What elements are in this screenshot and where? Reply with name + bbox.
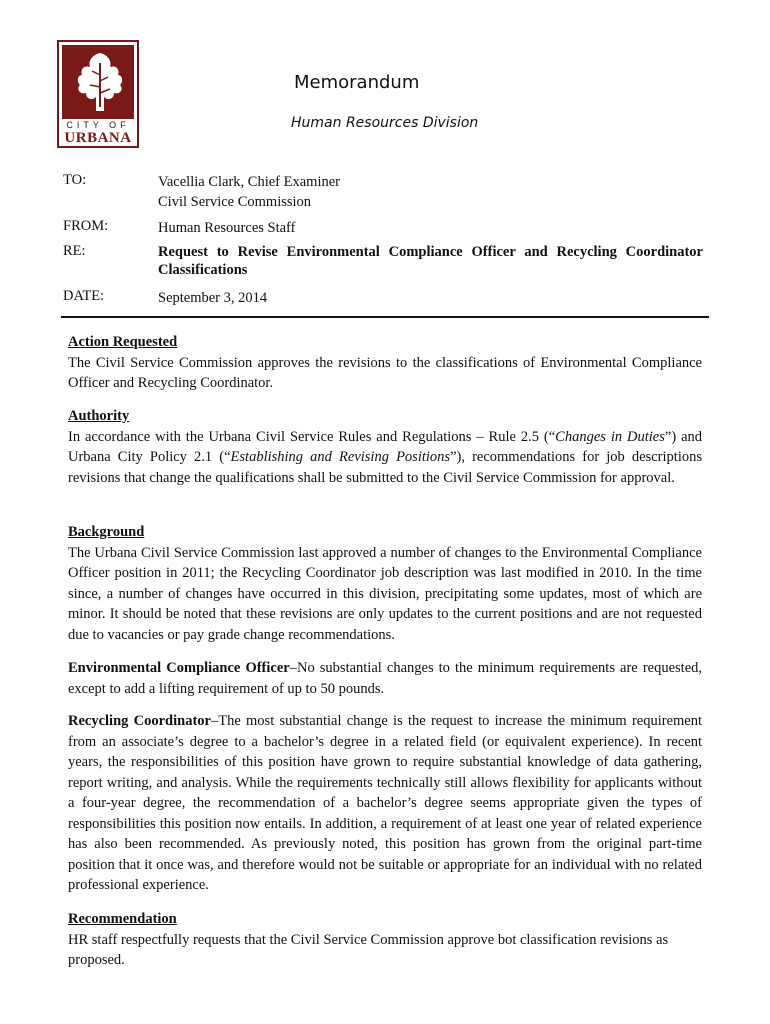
recommendation-heading: Recommendation <box>68 911 177 927</box>
authority-section <box>68 406 702 488</box>
oak-leaf-emblem <box>62 45 134 119</box>
division-subtitle: Human Resources Division <box>291 115 479 131</box>
to-label: TO: <box>63 172 87 188</box>
eco-section <box>68 658 702 699</box>
eco-body: Environmental Compliance Officer–No substantial changes to the minimum requirements are requested, except to add a lifting requirement of up to 50 pounds. <box>68 660 703 697</box>
background-body: The Urbana Civil Service Commission last approved a number of changes to the Environmental Compliance Officer position in 2011; the Recycling Coordinator job description was last modified in 2010. In the time since, a number of changes have occurred in this division, precipitating some updates, most of which are minor. It should be noted that these revisions are only updates to the current positions and are not requested due to vacancies or pay grade change recommendations. <box>68 544 702 643</box>
city-of-urbana-logo <box>57 40 139 148</box>
recommendation-section <box>68 909 702 971</box>
page-title: Memorandum <box>294 72 420 93</box>
to-value <box>158 172 703 212</box>
from-label: FROM: <box>63 218 109 234</box>
re-label: RE: <box>63 243 86 259</box>
recycling-body: Recycling Coordinator–The most substantial change is the request to increase the minimum requirement from an associate’s degree to a bachelor’s degree in a related field (or equivalent experience). In recent years, the responsibilities of this position have grown to require substantial knowledge of data gathering, report writing, and analysis. While the requirements technically still allows flexibility for applicants without a four-year degree, the recommendation of a bachelor’s degree seems appropriate given the types of responsibilities this position now entails. In addition, a requirement of at least one year of related experience has also been recommended. As previously noted, this position has grown from the original part-time position that it once was, and therefore would not be suitable or appropriate for an individual with no related professional experience. <box>68 713 702 893</box>
action-requested-heading: Action Requested <box>68 334 178 350</box>
logo-urbana-text: URBANA <box>64 130 132 146</box>
authority-heading: Authority <box>68 408 130 424</box>
to-line-1: Vacellia Clark, Chief Examiner <box>158 174 340 190</box>
background-section <box>68 522 702 645</box>
action-requested-section <box>68 332 702 394</box>
action-requested-body: The Civil Service Commission approves the revisions to the classifications of Environmental Compliance Officer and Recycling Coordinator. <box>68 354 702 391</box>
recommendation-body: HR staff respectfully requests that the Civil Service Commission approve bot classification revisions as proposed. <box>68 931 669 968</box>
re-value: Request to Revise Environmental Compliance Officer and Recycling Coordinator Classifications <box>158 244 703 278</box>
background-heading: Background <box>68 524 145 540</box>
to-line-2: Civil Service Commission <box>158 194 312 210</box>
eco-lead: Environmental Compliance Officer <box>68 660 290 676</box>
logo-city-text: CITY OF <box>66 120 130 130</box>
oak-leaf-icon <box>62 45 138 119</box>
date-value: September 3, 2014 <box>158 290 268 306</box>
recycling-section <box>68 711 702 896</box>
date-label: DATE: <box>63 288 105 304</box>
header-divider <box>61 316 709 318</box>
recycling-lead: Recycling Coordinator <box>68 713 211 729</box>
from-value: Human Resources Staff <box>158 220 296 236</box>
authority-body: In accordance with the Urbana Civil Service Rules and Regulations – Rule 2.5 (“Changes in Duties”) and Urbana City Policy 2.1 (“Establishing and Revising Positions”), recommendations for job descriptions revisions that change the qualifications shall be submitted to the Civil Service Commission for approval. <box>68 428 703 486</box>
